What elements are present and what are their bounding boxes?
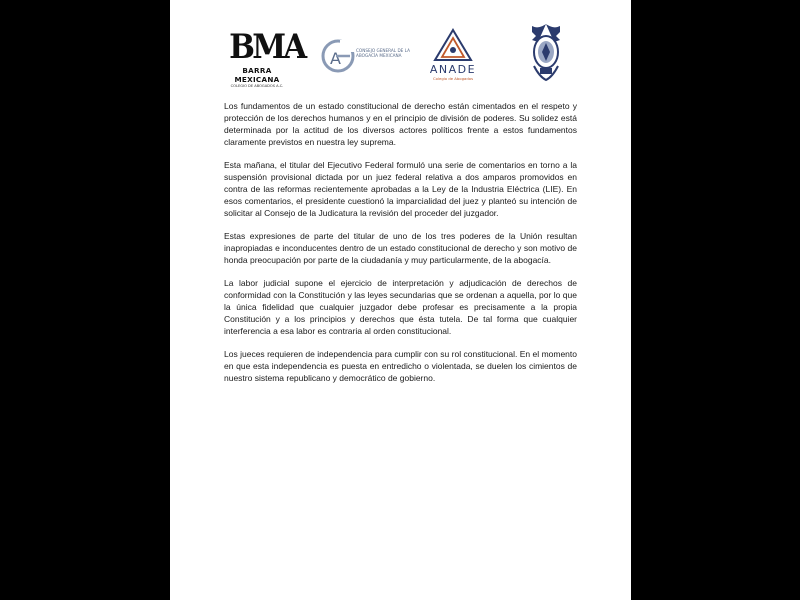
svg-text:A: A bbox=[330, 49, 341, 68]
anade-logo bbox=[424, 28, 482, 92]
logo-header bbox=[170, 22, 631, 92]
paragraph: Esta mañana, el titular del Ejecutivo Federal formuló una serie de comentarios en torno a la suspensión provisional dictada por un juez federal relativa a dos amparos promovidos en contra de las reformas recientemente aprobadas a la Ley de la Industria Eléctrica (LIE). En esos comentarios, el presidente cuestionó la imparcialidad del juez y planteó su intención de solicitar al Consejo de la Judicatura la revisión del proceder del juzgador. bbox=[224, 160, 577, 218]
bma-logo-mark: BMA bbox=[229, 27, 305, 67]
paragraph: Estas expresiones de parte del titular de uno de los tres poderes de la Unión resultan inapropiadas e inconducentes dentro de un estado constitucional de derecho y son motivo de honda preocupación por parte de la ciudadanía y muy particularmente, de la abogacía. bbox=[224, 231, 577, 265]
paragraph: Los jueces requieren de independencia para cumplir con su rol constitucional. En el momento en que esta independencia es puesta en entredicho o violentada, se duelen los cimientos de nuestro sistema republicano y democrático de gobierno. bbox=[224, 349, 577, 383]
cga-logo-text: CONSEJO GENERAL DE LA ABOGACÍA MEXICANA bbox=[356, 48, 410, 59]
document-page bbox=[170, 0, 631, 600]
statement-body bbox=[224, 100, 577, 395]
anade-logo-name: ANADE bbox=[429, 63, 477, 76]
bma-logo bbox=[226, 27, 305, 96]
cga-logo bbox=[320, 34, 428, 84]
cga-emblem-icon bbox=[320, 34, 360, 84]
paragraph: Los fundamentos de un estado constitucional de derecho están cimentados en el respeto y protección de los derechos humanos y en el principio de división de poderes. Su solidez está determinada por la actitud de los diversos actores políticos frente a estos fundamentos claramente previstos en nuestra ley suprema. bbox=[224, 101, 577, 147]
bma-logo-name: BARRA MEXICANA bbox=[234, 66, 280, 84]
coat-of-arms-seal-icon bbox=[526, 22, 566, 84]
paragraph: La labor judicial supone el ejercicio de interpretación y adjudicación de derechos de conformidad con la Constitución y las leyes secundarias que se ordenan a aquella, por lo que la única fidelidad que cualquier juzgador debe profesar es precisamente a la propia Constitución y a los principios y derechos que ésta tutela. De tal forma que cualquier interferencia a esa labor es contraria al orden constitucional. bbox=[224, 278, 577, 336]
anade-triangle-icon bbox=[433, 28, 473, 62]
bma-logo-subtitle: COLEGIO DE ABOGADOS A.C. bbox=[230, 84, 284, 88]
anade-logo-subtitle: Colegio de Abogados bbox=[432, 76, 474, 81]
